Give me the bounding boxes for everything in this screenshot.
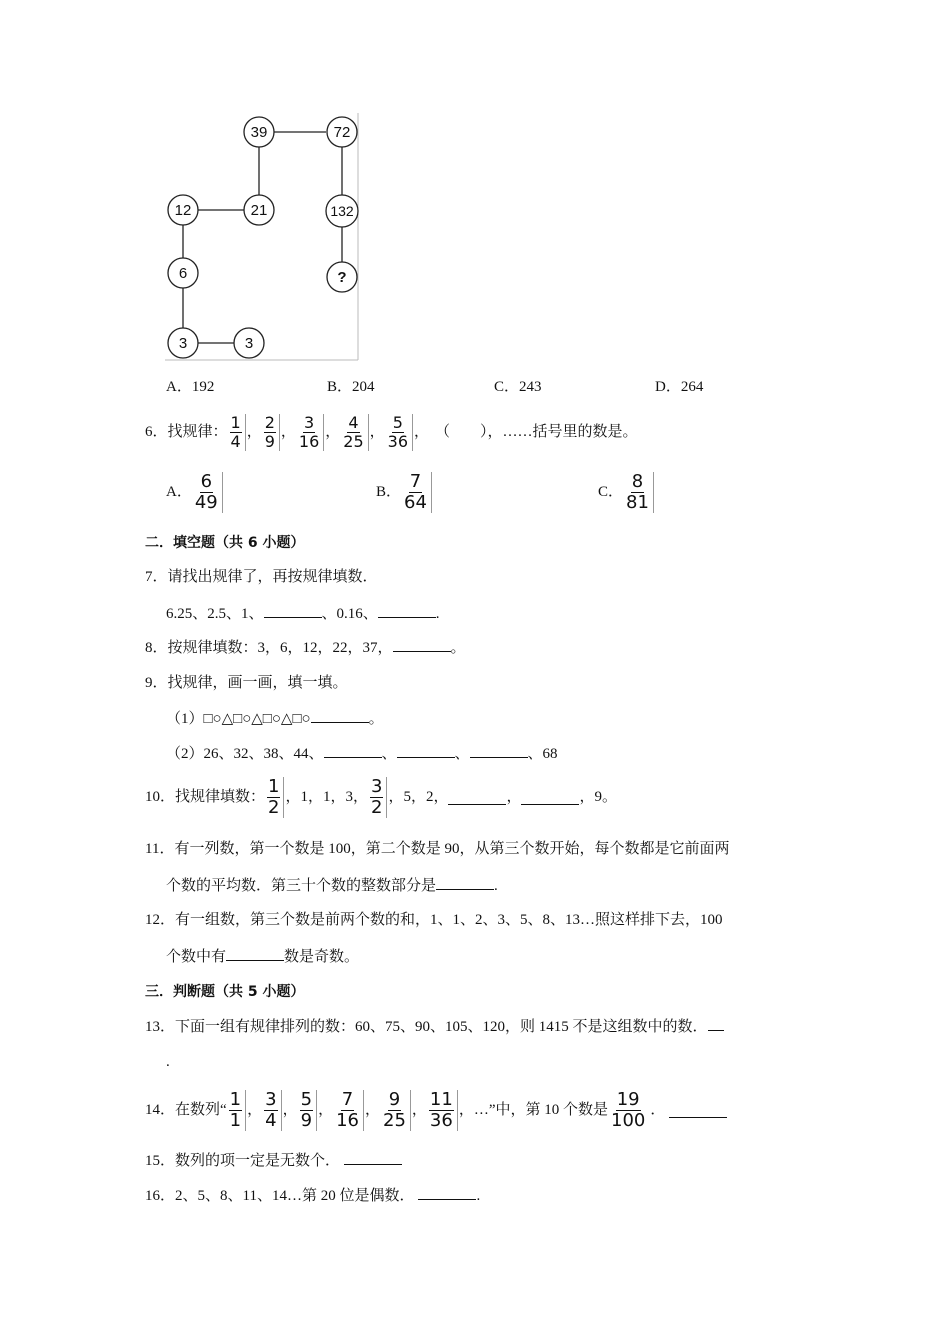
numerator: 4 xyxy=(348,412,359,432)
q11-question-line1: 11．有一列数，第一个数是 100，第二个数是 90，从第三个数开始，每个数都是它前面两 xyxy=(145,841,730,857)
denominator: 49 xyxy=(194,491,218,513)
numerator: 3 xyxy=(304,412,315,432)
denominator: 9 xyxy=(264,431,275,451)
text: 、0.16、 xyxy=(321,606,378,622)
q9-sub2 xyxy=(166,743,558,764)
text: 10．找规律填数： xyxy=(145,789,266,805)
text: 15．数列的项一定是无数个． xyxy=(145,1153,341,1169)
option-label: A． xyxy=(166,484,192,500)
number-path-diagram xyxy=(0,0,950,380)
text: . xyxy=(494,878,498,894)
answer-blank[interactable] xyxy=(397,743,455,758)
node-label: 132 xyxy=(330,203,354,219)
text: 、68 xyxy=(527,746,558,762)
denominator: 36 xyxy=(387,431,409,451)
denominator: 100 xyxy=(611,1109,646,1131)
denominator: 2 xyxy=(268,796,280,818)
q13-question-line2: . xyxy=(166,1054,170,1070)
denominator: 64 xyxy=(404,491,427,513)
text: 14．在数列“ xyxy=(145,1102,227,1118)
q10-fraction xyxy=(369,777,387,818)
q14-answer-fraction xyxy=(609,1090,649,1131)
q6-suffix: （ ），……括号里的数是。 xyxy=(435,424,638,440)
text: ，1，1，3， xyxy=(285,789,368,805)
answer-blank[interactable] xyxy=(436,875,494,890)
node-label: ? xyxy=(337,269,347,286)
answer-blank[interactable] xyxy=(378,603,436,618)
numerator: 3 xyxy=(370,775,383,797)
text: 8．按规律填数：3，6，12，22，37， xyxy=(145,640,393,656)
denominator: 2 xyxy=(370,796,383,818)
text: 13．下面一组有规律排列的数：60、75、90、105、120，则 1415 不是这组数中的数． xyxy=(145,1019,708,1035)
text: . xyxy=(435,606,440,622)
text: 6.25、2.5、1、 xyxy=(166,606,264,622)
option-label: C． xyxy=(598,484,624,500)
text: ， xyxy=(506,789,522,805)
q14-fraction xyxy=(299,1090,317,1131)
q9-sub1 xyxy=(166,708,384,729)
q15-question xyxy=(145,1150,402,1171)
denominator: 36 xyxy=(429,1109,453,1131)
answer-blank[interactable] xyxy=(344,1150,402,1165)
q16-question xyxy=(145,1185,480,1206)
q6-fraction xyxy=(229,414,246,451)
text: 。 xyxy=(450,640,466,656)
q6-option-a[interactable] xyxy=(166,470,224,514)
node-label: 3 xyxy=(244,335,254,352)
q6-option-b[interactable] xyxy=(376,470,433,514)
numerator: 1 xyxy=(229,1088,242,1110)
option-label: B． xyxy=(376,484,402,500)
text: （1）□○△□○△□○△□○ xyxy=(166,711,311,727)
q5-option-d[interactable]: D．264 xyxy=(655,379,704,395)
q6-fraction xyxy=(297,414,324,451)
denominator: 9 xyxy=(300,1109,313,1131)
q14-fraction xyxy=(228,1090,246,1131)
text: ，5，2， xyxy=(388,789,449,805)
text: …”中，第 10 个数是 xyxy=(473,1102,609,1118)
numerator: 5 xyxy=(392,412,403,432)
text: 个数中有 xyxy=(166,949,227,965)
option-fraction xyxy=(402,472,432,513)
numerator: 7 xyxy=(409,470,422,492)
answer-blank[interactable] xyxy=(708,1016,724,1031)
denominator: 4 xyxy=(230,431,241,451)
q6-fraction xyxy=(386,414,413,451)
numerator: 1 xyxy=(268,775,280,797)
denominator: 25 xyxy=(383,1109,406,1131)
text: 数是奇数。 xyxy=(284,949,360,965)
answer-blank[interactable] xyxy=(264,603,322,618)
numerator: 19 xyxy=(616,1088,640,1110)
q13-question-line1 xyxy=(145,1016,724,1037)
text: 、 xyxy=(381,746,397,762)
answer-blank[interactable] xyxy=(324,743,382,758)
text: 个数的平均数．第三十个数的整数部分是 xyxy=(166,878,437,894)
text: ，9。 xyxy=(579,789,617,805)
numerator: 1 xyxy=(230,412,241,432)
q14-question: 14．在数列“ $\frac{1}{1}$ ， $\frac{3}{4}$ ， $\frac{5}{9}$ ， $\frac{7}{16}$ ， $\frac{9}{25}$ ， $\frac{11}{36}$ ， …”中，第 10 个数是 $\frac{19}{100}$ ． xyxy=(145,1087,727,1133)
q10-fraction xyxy=(266,777,284,818)
q6-question: 6．找规律： $\frac{1}{4}$ ， $\frac{2}{9}$ ， $\frac{3}{16}$ ， $\frac{4}{25}$ ， $\frac{5}{36}$ ， （ ），……括号里的数是。 xyxy=(145,412,638,451)
q7-question: 7．请找出规律了，再按规律填数． xyxy=(145,569,378,585)
option-fraction xyxy=(624,472,654,513)
numerator: 7 xyxy=(341,1088,354,1110)
answer-blank[interactable] xyxy=(393,637,451,652)
q14-fraction xyxy=(263,1090,281,1131)
section-title-fill-in: 二．填空题（共 6 小题） xyxy=(145,535,305,551)
node-label: 3 xyxy=(178,335,188,352)
q7-sequence xyxy=(166,603,440,624)
q12-question-line2 xyxy=(166,946,359,967)
q5-option-b[interactable]: B．204 xyxy=(327,379,375,395)
answer-blank[interactable] xyxy=(311,708,369,723)
answer-blank[interactable] xyxy=(448,790,506,805)
text: 。 xyxy=(368,711,384,727)
q14-fraction xyxy=(428,1090,458,1131)
text: 16．2、5、8、11、14…第 20 位是偶数． xyxy=(145,1188,415,1204)
q9-question: 9．找规律，画一画，填一填。 xyxy=(145,675,348,691)
q5-option-a[interactable]: A．192 xyxy=(166,379,215,395)
q6-fraction xyxy=(263,414,280,451)
q6-option-c[interactable] xyxy=(598,470,655,514)
node-label: 21 xyxy=(250,202,268,219)
section-title-judgment: 三．判断题（共 5 小题） xyxy=(145,984,305,1000)
q11-question-line2 xyxy=(166,875,498,896)
denominator: 16 xyxy=(298,431,320,451)
text: . xyxy=(476,1188,481,1204)
q12-question-line1: 12．有一组数，第三个数是前两个数的和，1、1、2、3、5、8、13…照这样排下去，100 xyxy=(145,912,723,928)
q14-fraction xyxy=(334,1090,364,1131)
q5-option-c[interactable]: C．243 xyxy=(494,379,542,395)
numerator: 9 xyxy=(388,1088,401,1110)
node-label: 72 xyxy=(333,124,351,141)
text: ． xyxy=(650,1102,666,1118)
answer-blank[interactable] xyxy=(669,1103,727,1118)
text: （2）26、32、38、44、 xyxy=(166,746,324,762)
option-fraction xyxy=(193,472,223,513)
q6-fraction xyxy=(341,414,368,451)
node-label: 39 xyxy=(250,124,268,141)
q14-fraction xyxy=(381,1090,411,1131)
numerator: 8 xyxy=(631,470,644,492)
denominator: 4 xyxy=(265,1109,277,1131)
answer-blank[interactable] xyxy=(521,790,579,805)
denominator: 1 xyxy=(229,1109,242,1131)
numerator: 6 xyxy=(200,470,213,492)
numerator: 3 xyxy=(265,1088,277,1110)
q10-question xyxy=(145,775,617,819)
q6-prefix: 6．找规律： xyxy=(145,424,228,440)
denominator: 25 xyxy=(343,431,364,451)
node-label: 12 xyxy=(174,202,192,219)
node-label: 6 xyxy=(178,265,188,282)
numerator: 2 xyxy=(264,412,275,432)
answer-blank[interactable] xyxy=(418,1185,476,1200)
denominator: 16 xyxy=(336,1109,359,1131)
answer-blank[interactable] xyxy=(470,743,528,758)
q8-question xyxy=(145,637,466,658)
numerator: 11 xyxy=(429,1088,453,1110)
answer-blank[interactable] xyxy=(226,946,284,961)
numerator: 5 xyxy=(300,1088,313,1110)
denominator: 81 xyxy=(626,491,649,513)
text: 、 xyxy=(454,746,470,762)
